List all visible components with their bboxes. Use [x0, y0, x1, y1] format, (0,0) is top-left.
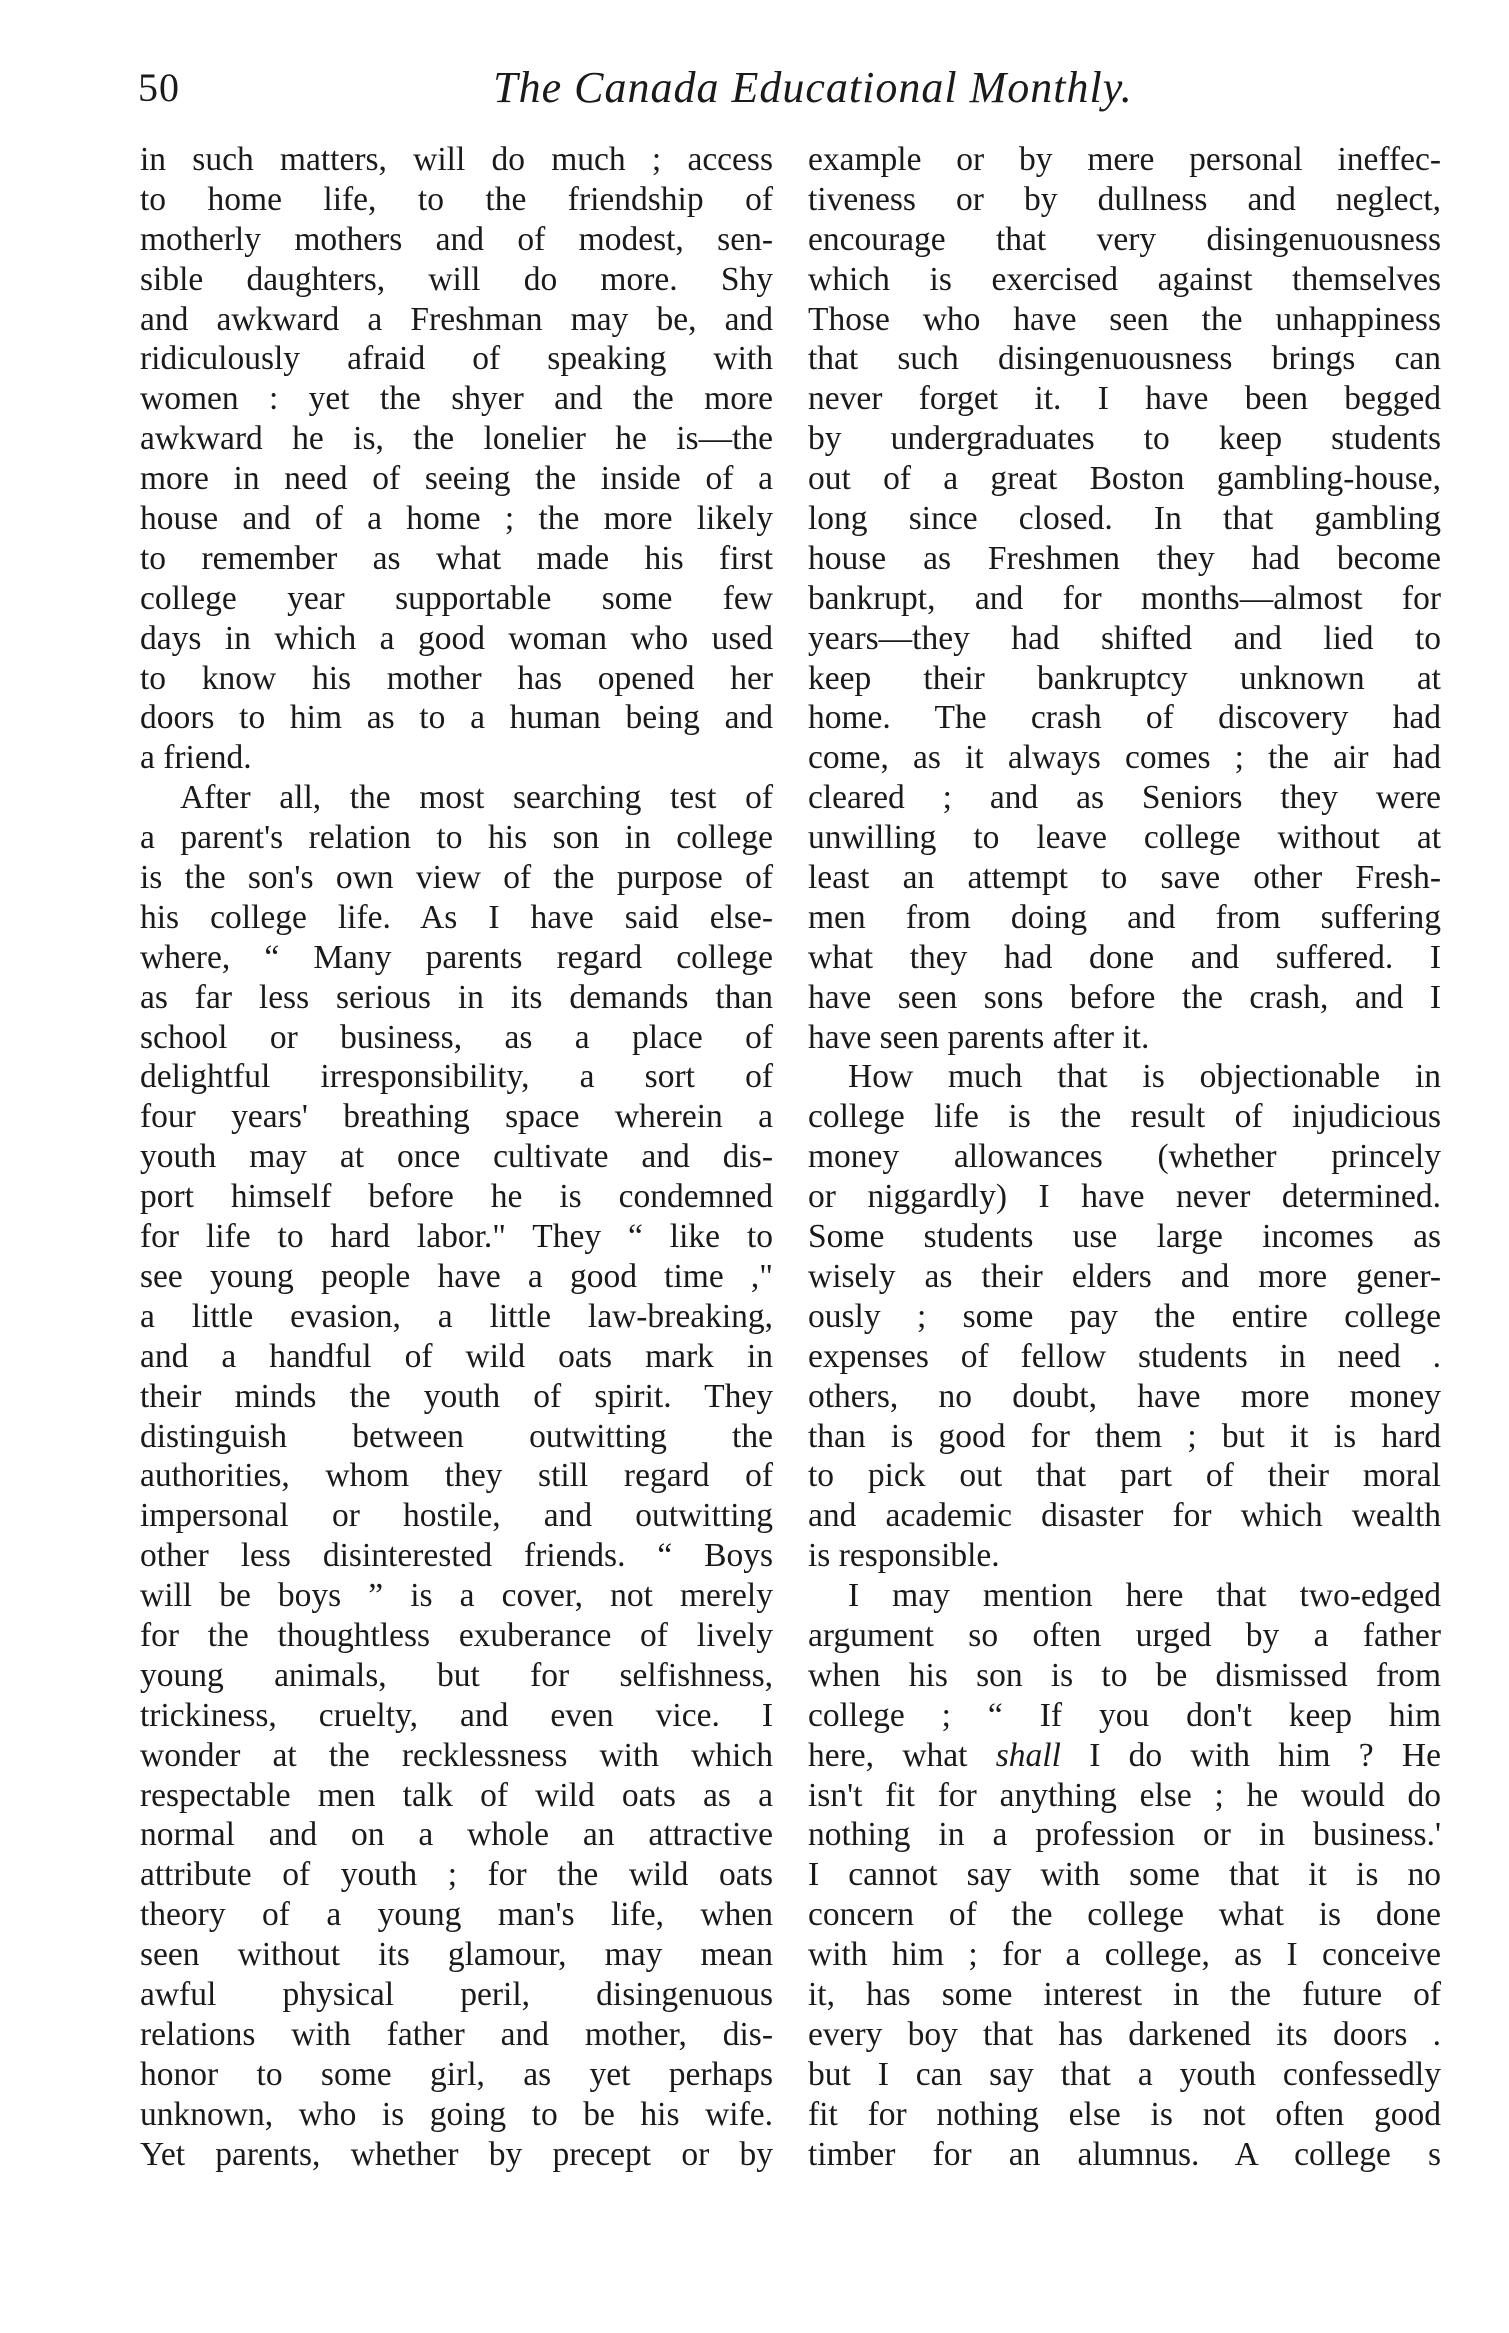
text-line: school or business, as a place of — [140, 1018, 773, 1056]
text-line: ously ; some pay the entire college — [808, 1297, 1441, 1335]
text-line: money allowances (whether princely — [808, 1138, 1441, 1176]
text-line: come, as it always comes ; the air had — [808, 739, 1441, 777]
text-line: what they had done and suffered. I — [808, 938, 1441, 976]
text-line: argument so often urged by a father — [808, 1616, 1441, 1654]
text-line: and academic disaster for which wealth — [808, 1497, 1441, 1535]
text-line: years—they had shifted and lied to — [808, 619, 1441, 657]
text-line: respectable men talk of wild oats as a — [140, 1776, 773, 1814]
text-line: a friend. — [140, 739, 252, 777]
text-line: where, “ Many parents regard college — [140, 938, 773, 976]
text-line: impersonal or hostile, and outwitting — [140, 1497, 773, 1535]
text-line: with him ; for a college, as I conceive — [808, 1936, 1441, 1974]
text-line: unknown, who is going to be his wife. — [140, 2095, 773, 2133]
text-line: see young people have a good time ," — [140, 1257, 773, 1295]
text-line: others, no doubt, have more money — [808, 1377, 1441, 1415]
text-line: honor to some girl, as yet perhaps — [140, 2055, 773, 2093]
text-line: Yet parents, whether by precept or by — [140, 2135, 773, 2173]
text-line: as far less serious in its demands than — [140, 978, 773, 1016]
text-line: here, what shall I do with him ? He — [808, 1736, 1441, 1774]
text-line: for the thoughtless exuberance of lively — [140, 1616, 773, 1654]
text-line: is the son's own view of the purpose of — [140, 859, 773, 897]
text-line: days in which a good woman who used — [140, 619, 773, 657]
text-line: wisely as their elders and more gener- — [808, 1257, 1441, 1295]
text-line: nothing in a profession or in business.' — [808, 1816, 1441, 1854]
running-head — [138, 58, 1428, 118]
text-line: distinguish between outwitting the — [140, 1417, 773, 1455]
text-line: long since closed. In that gambling — [808, 500, 1441, 538]
emphasis: shall — [995, 1736, 1061, 1774]
text-line: How much that is objectionable in — [848, 1058, 1441, 1096]
text-line: cleared ; and as Seniors they were — [808, 779, 1441, 817]
text-line: young animals, but for selfishness, — [140, 1656, 773, 1694]
text-line: a little evasion, a little law-breaking, — [140, 1297, 773, 1335]
text-line: house as Freshmen they had become — [808, 539, 1441, 577]
text-line: awful physical peril, disingenuous — [140, 1975, 773, 2013]
text-line: I cannot say with some that it is no — [808, 1856, 1441, 1894]
text-line: least an attempt to save other Fresh- — [808, 859, 1441, 897]
text-line: and awkward a Freshman may be, and — [140, 300, 773, 338]
text-line: four years' breathing space wherein a — [140, 1098, 773, 1136]
text-line: or niggardly) I have never determined. — [808, 1178, 1441, 1216]
text-line: wonder at the recklessness with which — [140, 1736, 773, 1774]
text-line: fit for nothing else is not often good — [808, 2095, 1441, 2133]
text-line: home. The crash of discovery had — [808, 699, 1441, 737]
text-line: I may mention here that two-edged — [848, 1577, 1441, 1615]
text-line: ridiculously afraid of speaking with — [140, 340, 773, 378]
text-line: every boy that has darkened its doors . — [808, 2015, 1441, 2053]
text-line: for life to hard labor." They “ like to — [140, 1218, 773, 1256]
text-line: concern of the college what is done — [808, 1896, 1441, 1934]
text-line: is responsible. — [808, 1537, 1000, 1575]
text-line: tiveness or by dullness and neglect, — [808, 180, 1441, 218]
text-line: encourage that very disingenuousness — [808, 220, 1441, 258]
text-line: isn't fit for anything else ; he would do — [808, 1776, 1441, 1814]
text-line: men from doing and from suffering — [808, 898, 1441, 936]
journal-title: The Canada Educational Monthly. — [493, 63, 1133, 112]
text-line: to home life, to the friendship of — [140, 180, 773, 218]
text-line: to know his mother has opened her — [140, 659, 773, 697]
text-line: out of a great Boston gambling-house, — [808, 460, 1441, 498]
text-line: delightful irresponsibility, a sort of — [140, 1058, 773, 1096]
text-line: which is exercised against themselves — [808, 260, 1441, 298]
text-line: to pick out that part of their moral — [808, 1457, 1441, 1495]
text-line: by undergraduates to keep students — [808, 420, 1441, 458]
text-line: keep their bankruptcy unknown at — [808, 659, 1441, 697]
left-text-column — [140, 140, 773, 2174]
text-line: their minds the youth of spirit. They — [140, 1377, 773, 1415]
page-number: 50 — [138, 65, 180, 110]
text-line: theory of a young man's life, when — [140, 1896, 773, 1934]
text-line: college ; “ If you don't keep him — [808, 1696, 1441, 1734]
text-line: will be boys ” is a cover, not merely — [140, 1577, 773, 1615]
text-line: house and of a home ; the more likely — [140, 500, 773, 538]
text-line: unwilling to leave college without at — [808, 819, 1441, 857]
text-line: example or by mere personal ineffec- — [808, 141, 1441, 178]
text-line: more in need of seeing the inside of a — [140, 460, 773, 498]
text-line: seen without its glamour, may mean — [140, 1936, 773, 1974]
text-line: than is good for them ; but it is hard — [808, 1417, 1441, 1455]
text-line: and a handful of wild oats mark in — [140, 1337, 773, 1375]
text-line: normal and on a whole an attractive — [140, 1816, 773, 1854]
text-line: timber for an alumnus. A college s — [808, 2135, 1441, 2173]
text-line: port himself before he is condemned — [140, 1178, 773, 1216]
text-line: doors to him as to a human being and — [140, 699, 773, 737]
text-line: but I can say that a youth confessedly — [808, 2055, 1441, 2093]
text-line: his college life. As I have said else- — [140, 898, 773, 936]
text-line: awkward he is, the lonelier he is—the — [140, 420, 773, 458]
text-line: have seen parents after it. — [808, 1018, 1150, 1056]
text-line: to remember as what made his first — [140, 539, 773, 577]
right-text-column — [808, 140, 1441, 2174]
text-line: that such disingenuousness brings can — [808, 340, 1441, 378]
text-line: it, has some interest in the future of — [808, 1975, 1441, 2013]
text-line: bankrupt, and for months—almost for — [808, 579, 1441, 617]
text-line: youth may at once cultivate and dis- — [140, 1138, 773, 1176]
text-line: expenses of fellow students in need . — [808, 1337, 1441, 1375]
text-line: trickiness, cruelty, and even vice. I — [140, 1696, 773, 1734]
text-line: sible daughters, will do more. Shy — [140, 260, 773, 298]
text-line: authorities, whom they still regard of — [140, 1457, 773, 1495]
text-line: have seen sons before the crash, and I — [808, 978, 1441, 1016]
text-line: Those who have seen the unhappiness — [808, 300, 1441, 338]
text-line: motherly mothers and of modest, sen- — [140, 220, 773, 258]
text-line: Some students use large incomes as — [808, 1218, 1441, 1256]
text-line: never forget it. I have been begged — [808, 380, 1441, 418]
text-line: college year supportable some few — [140, 579, 773, 617]
text-line: After all, the most searching test of — [180, 779, 773, 817]
text-line: attribute of youth ; for the wild oats — [140, 1856, 773, 1894]
text-line: a parent's relation to his son in college — [140, 819, 773, 857]
text-line: other less disinterested friends. “ Boys — [140, 1537, 773, 1575]
text-line: relations with father and mother, dis- — [140, 2015, 773, 2053]
text-line: women : yet the shyer and the more — [140, 380, 773, 418]
text-line: college life is the result of injudicious — [808, 1098, 1441, 1136]
text-line: in such matters, will do much ; access — [140, 141, 773, 178]
text-line: when his son is to be dismissed from — [808, 1656, 1441, 1694]
